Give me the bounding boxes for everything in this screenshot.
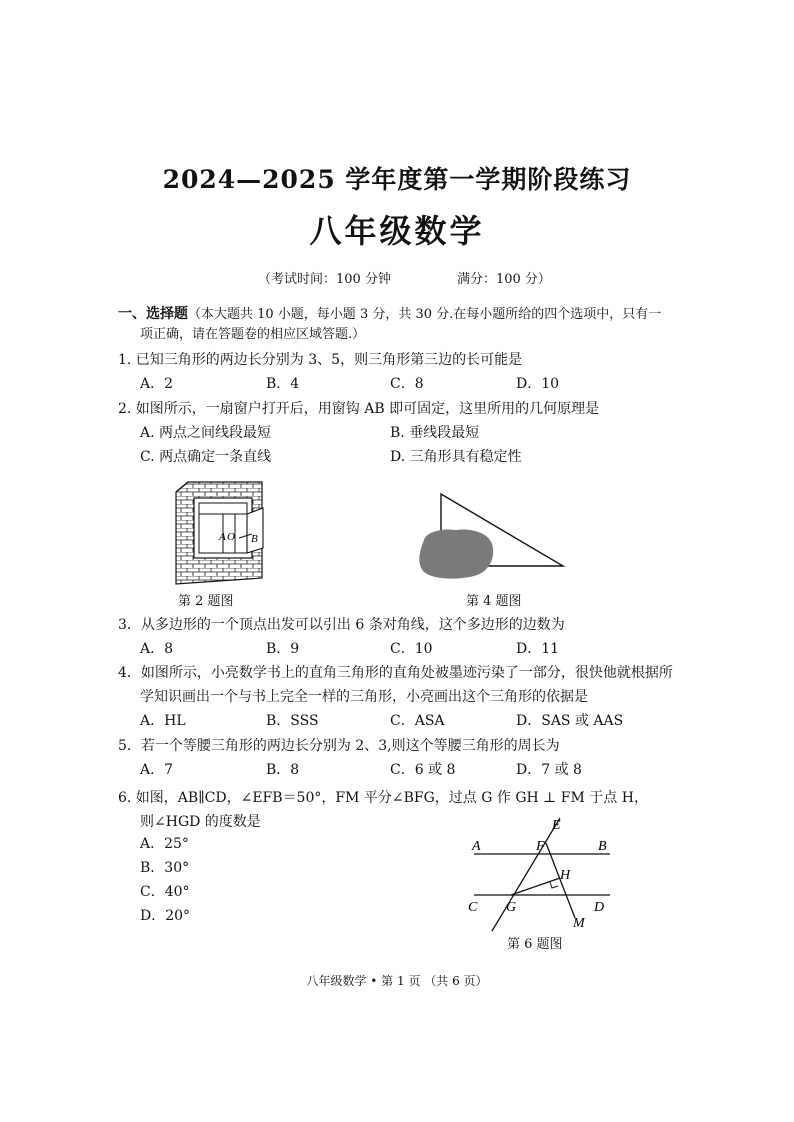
q5-option-c: C．6 或 8	[390, 762, 456, 778]
q3-option-d: D．11	[516, 641, 560, 657]
q5-option-a: A．7	[140, 762, 174, 778]
q1-option-b: B．4	[266, 376, 300, 392]
q6-option-b: B．30°	[140, 860, 190, 876]
q1-option-a: A．2	[140, 376, 174, 392]
question-2-stem: 2. 如图所示，一扇窗户打开后，用窗钩 AB 即可固定，这里所用的几何原理是	[118, 401, 600, 417]
q2-option-d: D. 三角形具有稳定性	[390, 449, 522, 465]
fig6-label-b: B	[598, 839, 607, 854]
exam-info	[258, 268, 551, 287]
figure-4-triangle-diagram	[412, 488, 572, 584]
q1-option-d: D．10	[516, 376, 560, 392]
figure-6-parallel-lines-diagram	[462, 812, 622, 932]
section-heading	[118, 303, 661, 323]
q2-option-b: B. 垂线段最短	[390, 425, 480, 441]
figure-6-caption: 第 6 题图	[507, 937, 563, 952]
fig6-label-a: A	[472, 839, 481, 854]
q1-option-c: C．8	[390, 376, 424, 392]
ink-blot	[419, 529, 493, 578]
q4-option-a: A．HL	[140, 713, 186, 729]
q4-option-c: C．ASA	[390, 713, 445, 729]
fig2-label-o: O	[227, 531, 235, 543]
section-note-line2: 项正确，请在答题卷的相应区域答题.）	[140, 327, 366, 342]
section-note-line1: （本大题共 10 小题，每小题 3 分，共 30 分.在每小题所给的四个选项中，只有一	[188, 307, 662, 322]
exam-score: 满分：100 分）	[456, 272, 551, 287]
q3-option-c: C．10	[390, 641, 433, 657]
fig6-label-m: M	[573, 916, 585, 931]
q5-option-b: B．8	[266, 762, 300, 778]
figure-2-caption: 第 2 题图	[178, 594, 234, 609]
fig2-label-a: A	[219, 531, 226, 543]
q2-option-c: C. 两点确定一条直线	[140, 449, 272, 465]
q3-option-a: A．8	[140, 641, 174, 657]
subject-title: 八年级数学	[309, 212, 485, 250]
section-title: 一、选择题	[118, 306, 188, 322]
fig6-label-h: H	[560, 868, 571, 883]
fig6-label-c: C	[468, 900, 478, 915]
question-6-stem-line2: 则∠HGD 的度数是	[140, 814, 261, 830]
q4-option-b: B．SSS	[266, 713, 319, 729]
question-1-stem: 1. 已知三角形的两边长分别为 3、5，则三角形第三边的长可能是	[118, 352, 523, 368]
fig2-label-b: B	[251, 533, 258, 545]
fig6-label-d: D	[594, 900, 605, 915]
q5-option-d: D．7 或 8	[516, 762, 582, 778]
page-footer: 八年级数学 • 第 1 页 （共 6 页）	[306, 974, 488, 988]
q6-option-d: D．20°	[140, 908, 191, 924]
figure-4-caption: 第 4 题图	[466, 594, 522, 609]
fig6-label-g: G	[506, 900, 517, 915]
q2-option-a: A. 两点之间线段最短	[140, 425, 272, 441]
q6-option-c: C．40°	[140, 884, 190, 900]
q3-option-b: B．9	[266, 641, 300, 657]
page-title: 2024—2025 学年度第一学期阶段练习	[162, 165, 632, 194]
question-5-stem: 5．若一个等腰三角形的两边长分别为 2、3,则这个等腰三角形的周长为	[118, 738, 560, 754]
question-6-stem-line1: 6. 如图，AB∥CD，∠EFB＝50°，FM 平分∠BFG，过点 G 作 GH ⊥ FM 于点 H，	[118, 790, 648, 806]
q4-option-d: D．SAS 或 AAS	[516, 713, 624, 729]
figure-2-window-diagram	[172, 480, 268, 586]
question-4-stem-line2: 学知识画出一个与书上完全一样的三角形，小亮画出这个三角形的依据是	[140, 689, 588, 705]
question-3-stem: 3．从多边形的一个顶点出发可以引出 6 条对角线，这个多边形的边数为	[118, 617, 565, 633]
exam-time: （考试时间：100 分钟	[258, 272, 391, 287]
fig6-label-e: E	[552, 818, 561, 833]
question-4-stem-line1: 4．如图所示，小亮数学书上的直角三角形的直角处被墨迹污染了一部分，很快他就根据所	[118, 665, 673, 681]
q6-option-a: A．25°	[140, 836, 189, 852]
fig6-label-f: F	[536, 839, 545, 854]
